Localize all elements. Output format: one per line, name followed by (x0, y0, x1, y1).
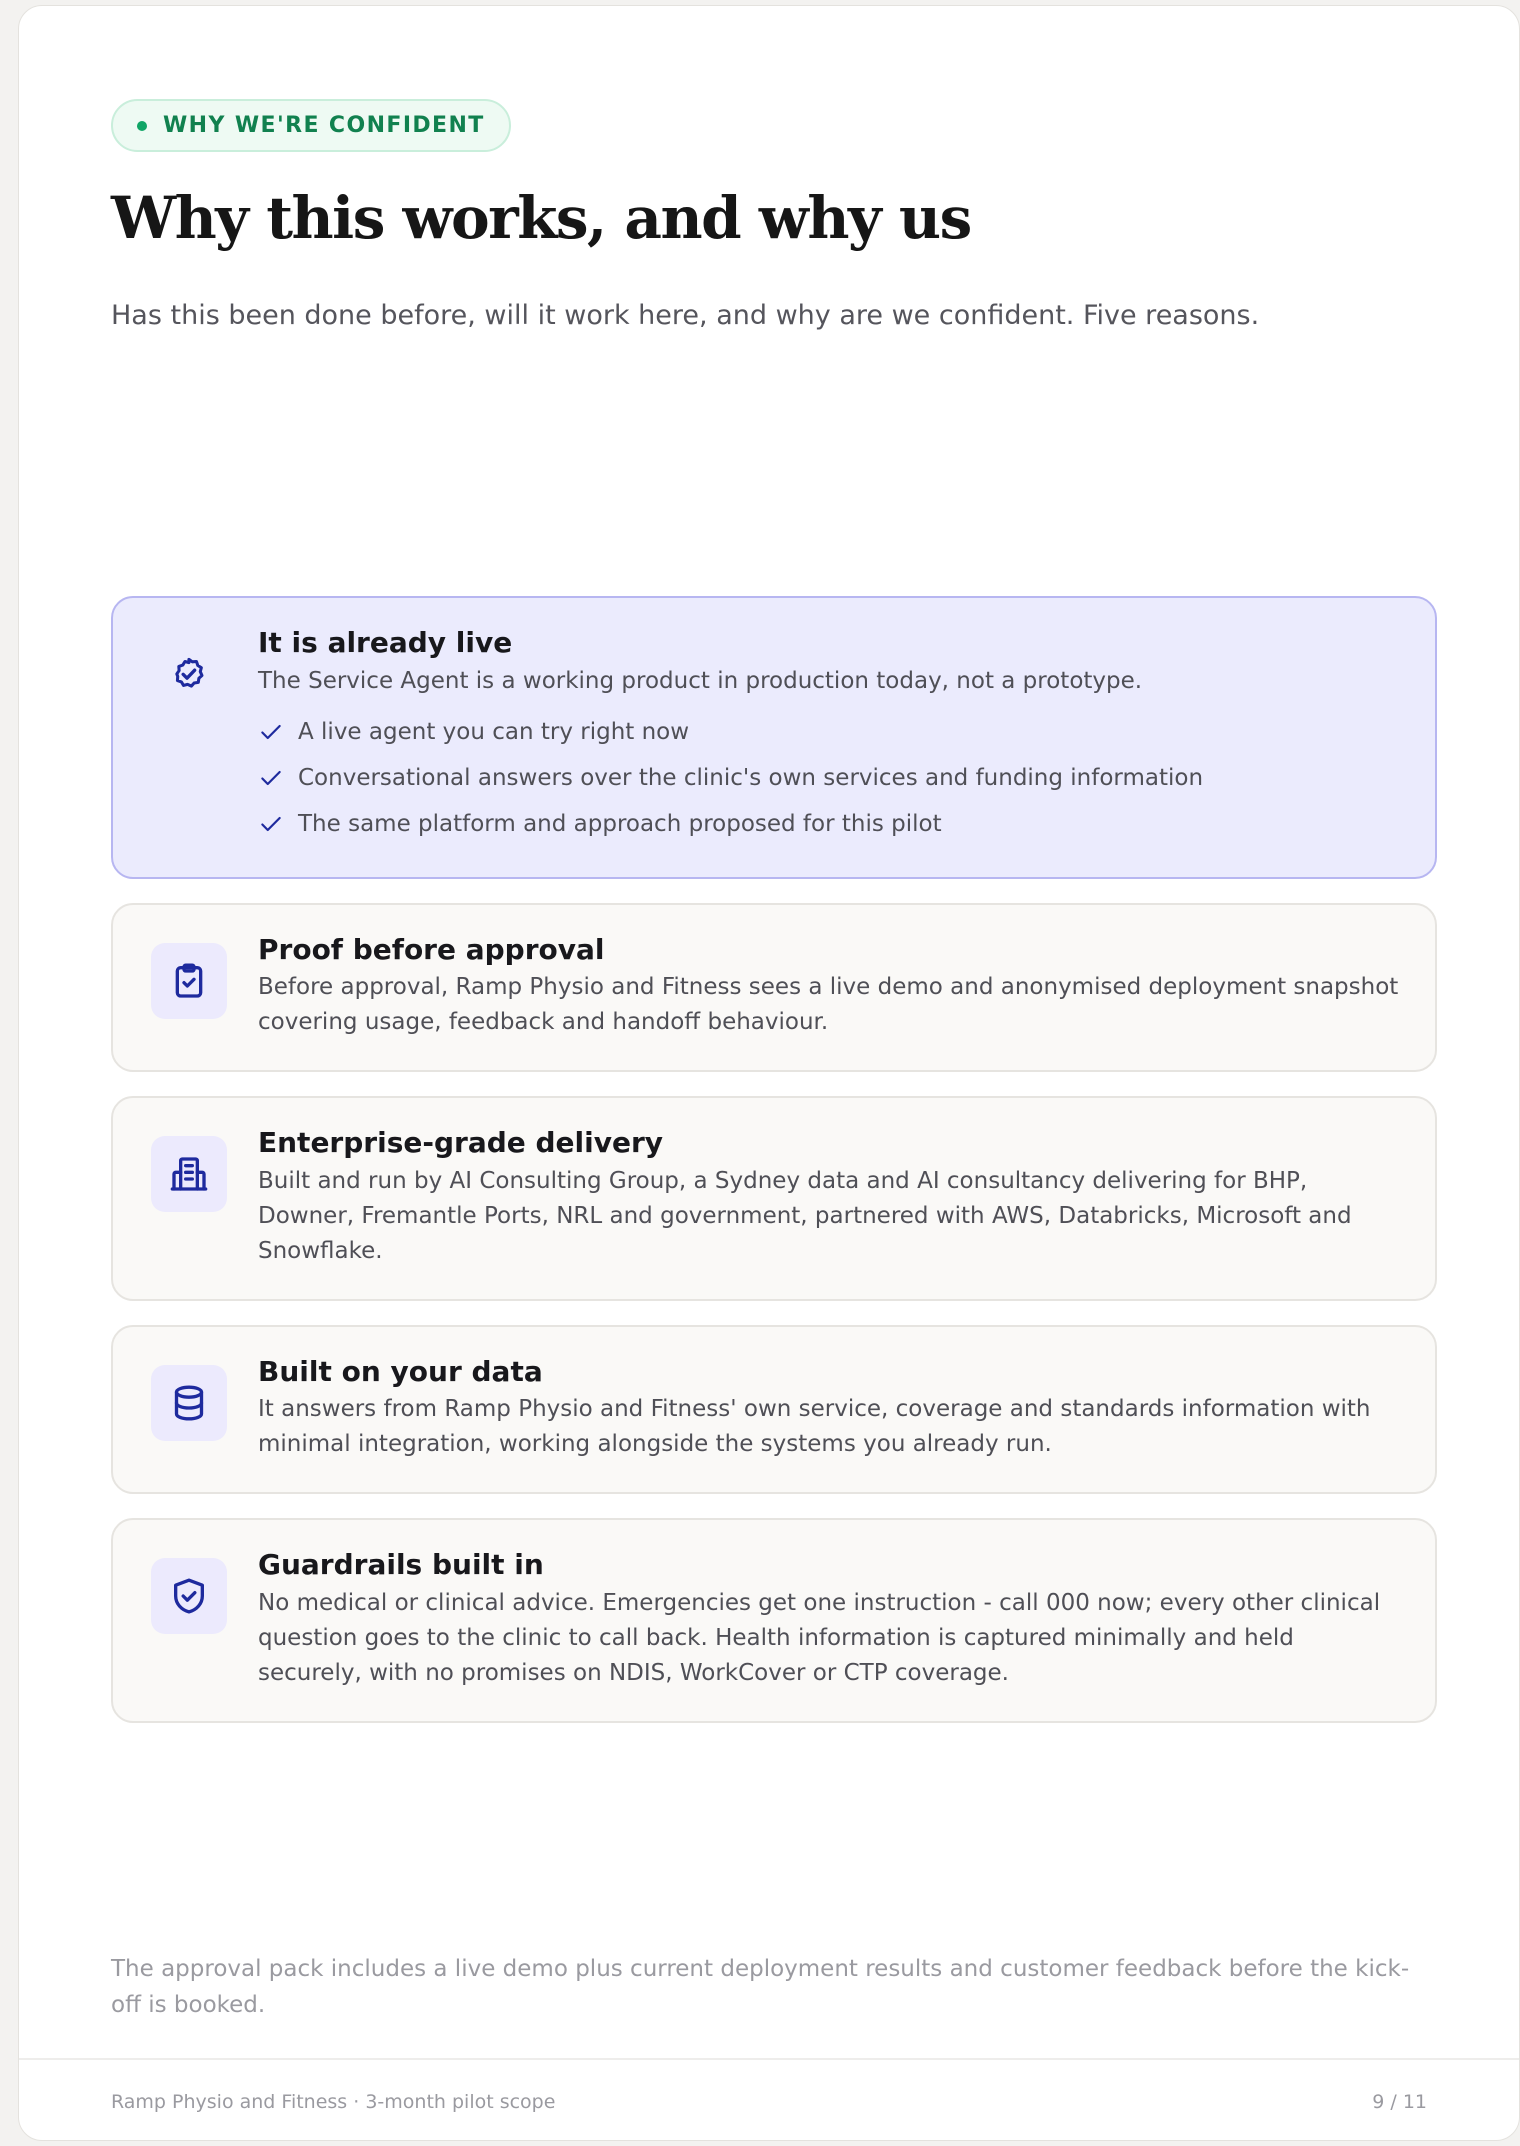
badge-check-icon (151, 636, 227, 712)
check-icon (258, 765, 284, 791)
footer-label: Ramp Physio and Fitness · 3-month pilot scope (111, 2091, 556, 2113)
check-icon (258, 719, 284, 745)
building-icon (151, 1136, 227, 1212)
reason-description: The Service Agent is a working product in production today, not a prototype. (258, 667, 1143, 694)
page-number: 9 / 11 (1372, 2091, 1427, 2113)
checklist-text: Conversational answers over the clinic's own services and funding information (298, 764, 1204, 791)
feature-checklist (258, 709, 1399, 847)
reason-card-enterprise (111, 1096, 1437, 1301)
reason-description: Built and run by AI Consulting Group, a Sydney data and AI consultancy delivering for BHP, Downer, Fremantle Ports, NRL and government, partnered with AWS, Databricks, Microsoft and Snowflake. (258, 1167, 1352, 1264)
database-icon (151, 1365, 227, 1441)
reason-card-proof (111, 903, 1437, 1073)
eyebrow-label: WHY WE'RE CONFIDENT (163, 113, 485, 138)
reason-title: Built on your data (258, 1354, 543, 1388)
reason-title: It is already live (258, 626, 513, 659)
checklist-text: The same platform and approach proposed for this pilot (298, 810, 942, 837)
checklist-item (258, 709, 1399, 755)
check-icon (258, 811, 284, 837)
checklist-text: A live agent you can try right now (298, 718, 690, 745)
reason-title: Enterprise-grade delivery (258, 1126, 664, 1160)
clipboard-check-icon (151, 943, 227, 1019)
reason-card-your-data (111, 1325, 1437, 1495)
page-subtitle: Has this been done before, will it work here, and why are we confident. Five reasons. (111, 300, 1260, 331)
slide-page (18, 5, 1520, 2141)
checklist-item (258, 755, 1399, 801)
reason-card-already-live (111, 596, 1437, 879)
reason-title: Guardrails built in (258, 1548, 544, 1582)
reason-description: No medical or clinical advice. Emergencies get one instruction - call 000 now; every other clinical question goes to the clinic to call back. Health information is captured minimally and held securely, with no promises on NDIS, WorkCover or CTP coverage. (258, 1589, 1381, 1686)
footnote: The approval pack includes a live demo plus current deployment results and customer feedback before the kick-off is booked. (111, 1956, 1410, 2018)
reason-description: Before approval, Ramp Physio and Fitness sees a live demo and anonymised deployment snapshot covering usage, feedback and handoff behaviour. (258, 974, 1399, 1036)
reason-description: It answers from Ramp Physio and Fitness' own service, coverage and standards information with minimal integration, working alongside the systems you already run. (258, 1396, 1371, 1458)
checklist-item (258, 801, 1399, 847)
footer-divider (19, 2058, 1519, 2060)
status-dot-icon (137, 121, 147, 131)
shield-check-icon (151, 1558, 227, 1634)
page-title: Why this works, and why us (111, 184, 971, 252)
eyebrow-badge (111, 99, 511, 152)
reasons-list (111, 596, 1437, 1747)
reason-title: Proof before approval (258, 932, 605, 966)
reason-card-guardrails (111, 1518, 1437, 1723)
